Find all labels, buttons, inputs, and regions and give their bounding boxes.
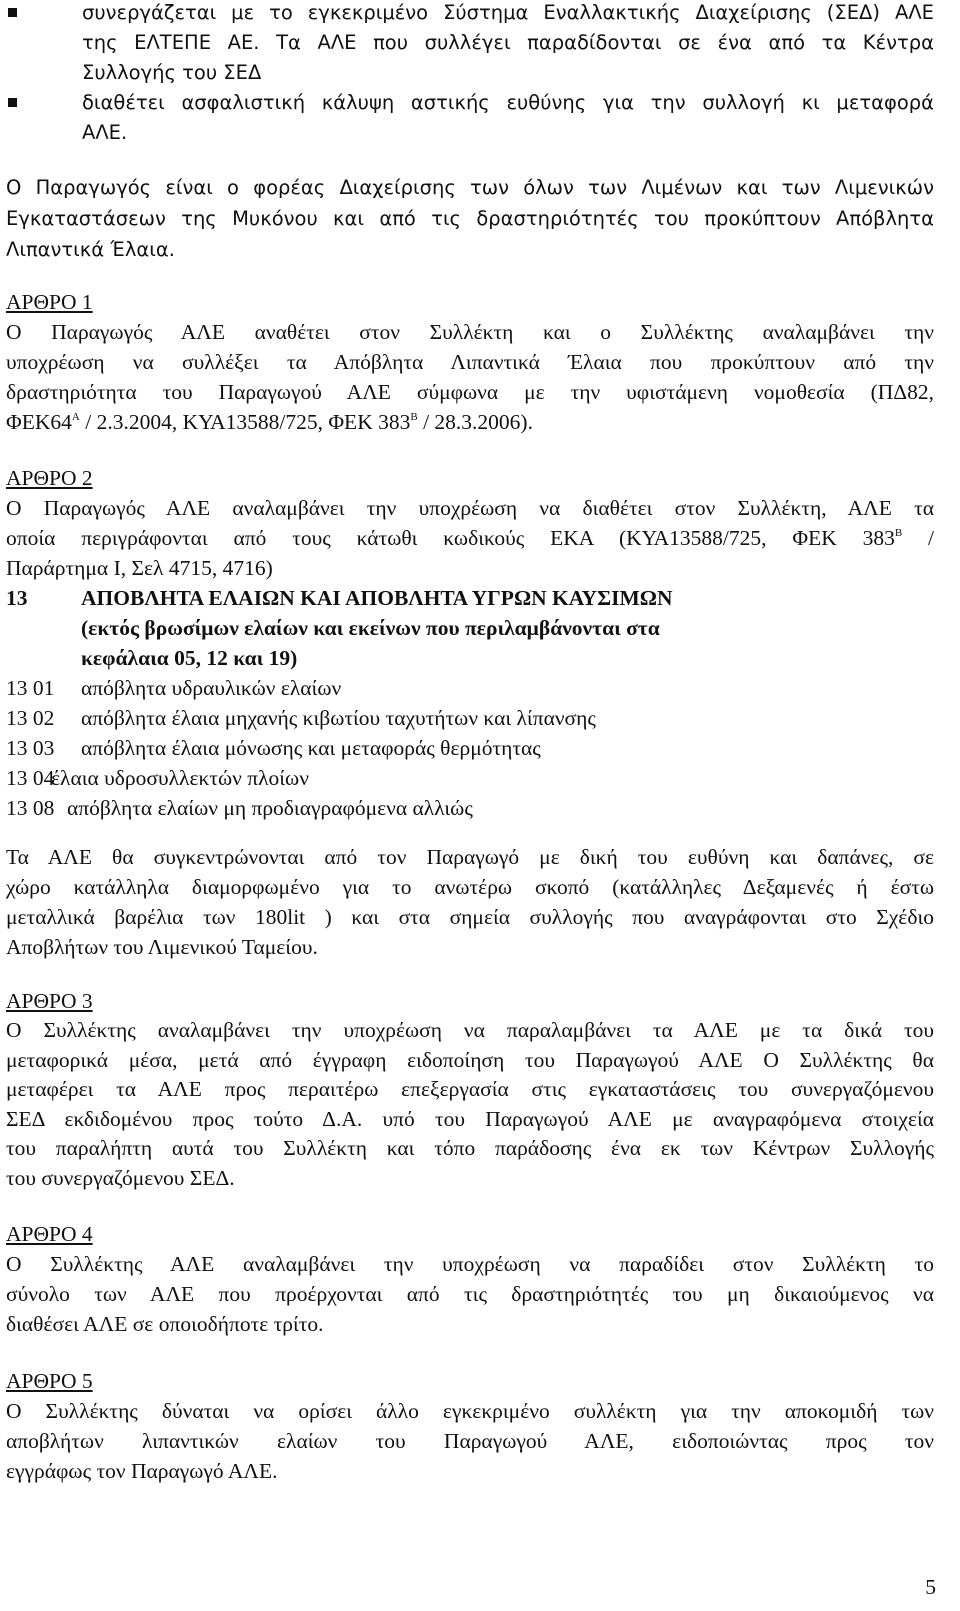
article-line: οποία περιγράφονται από τους κάτωθι κωδικούς ΕΚΑ (ΚΥΑ13588/725, ΦΕΚ $383^B$ /: [6, 526, 934, 550]
article-line: Ο Παραγωγός ΑΛΕ αναλαμβάνει την υποχρέωση να διαθέτει στον Συλλέκτη, ΑΛΕ τα: [6, 496, 934, 520]
table-row: [6, 733, 934, 763]
article-line: Ο Συλλέκτης ΑΛΕ αναλαμβάνει την υποχρέωση να παραδίδει στον Συλλέκτη το: [6, 1252, 934, 1276]
waste-code: 13 08: [6, 796, 55, 820]
article-line: εγγράφως τον Παραγωγό ΑΛΕ.: [6, 1459, 278, 1483]
waste-code: 13 02: [6, 706, 55, 730]
article-line: υποχρέωση να συλλέξει τα Απόβλητα Λιπαντικά Έλαια που προκύπτουν από την: [6, 350, 934, 374]
paragraph-line: Ο Παραγωγός είναι ο φορέας Διαχείρισης των όλων των Λιμένων και των Λιμενικών: [6, 176, 934, 199]
article-line: διαθέσει ΑΛΕ σε οποιοδήποτε τρίτο.: [6, 1312, 324, 1336]
waste-category-note: κεφάλαια 05, 12 και 19): [81, 646, 298, 670]
article-heading: ΑΡΘΡΟ 4: [6, 1222, 93, 1246]
article-heading: ΑΡΘΡΟ 1: [6, 290, 93, 314]
article-heading: ΑΡΘΡΟ 3: [6, 989, 93, 1013]
article-line: Ο Συλλέκτης αναλαμβάνει την υποχρέωση να παραλαμβάνει τα ΑΛΕ με τα δικά του: [6, 1018, 934, 1042]
table-row: [6, 793, 934, 823]
bullet-line: ΑΛΕ.: [82, 121, 128, 144]
waste-description: απόβλητα έλαια μόνωσης και μεταφοράς θερμότητας: [81, 736, 541, 760]
article-1: [6, 287, 934, 437]
article-line: Ο Παραγωγός ΑΛΕ αναθέτει στον Συλλέκτη και ο Συλλέκτης αναλαμβάνει την: [6, 320, 934, 344]
article-heading: ΑΡΘΡΟ 5: [6, 1369, 93, 1393]
waste-description: απόβλητα ελαίων μη προδιαγραφόμενα αλλιώς: [67, 796, 473, 820]
paragraph-line: Τα ΑΛΕ θα συγκεντρώνονται από τον Παραγωγό με δική του ευθύνη και δαπάνες, σε: [6, 845, 934, 869]
article-5: [6, 1366, 934, 1486]
bullet-line: της ΕΛΤΕΠΕ ΑΕ. Τα ΑΛΕ που συλλέγει παραδίδονται σε ένα από τα Κέντρα: [82, 31, 934, 54]
article-line: μεταφορικά μέσα, μετά από έγγραφη ειδοποίηση του Παραγωγού ΑΛΕ Ο Συλλέκτης θα: [6, 1047, 934, 1072]
waste-description: απόβλητα υδραυλικών ελαίων: [81, 676, 342, 700]
article-line: Ο Συλλέκτης δύναται να ορίσει άλλο εγκεκριμένο συλλέκτη για την αποκομιδή των: [6, 1399, 934, 1423]
article-line: $\Phi EK64^A / 2.3.2004$, ΚΥΑ13588/725, ΦΕΚ $383^B / 28.3.2006$).: [6, 410, 533, 434]
article-2: [6, 463, 934, 823]
waste-code: 13 04: [6, 766, 55, 790]
intro-bullet-list: [0, 0, 960, 148]
waste-description: απόβλητα έλαια μηχανής κιβωτίου ταχυτήτων και λίπανσης: [81, 706, 596, 730]
table-row: [6, 703, 934, 733]
bullet-line: διαθέτει ασφαλιστική κάλυψη αστικής ευθύνης για την συλλογή κι μεταφορά: [82, 91, 934, 114]
article-line: δραστηριότητα του Παραγωγού ΑΛΕ σύμφωνα με την υφιστάμενη νομοθεσία (ΠΔ82,: [6, 380, 934, 404]
waste-code: 13 01: [6, 676, 55, 700]
waste-category-code: 13: [6, 586, 28, 610]
page-number: 5: [925, 1575, 936, 1599]
bullet-line: Συλλογής του ΣΕΔ: [82, 61, 262, 84]
waste-category-note: (εκτός βρωσίμων ελαίων και εκείνων που περιλαμβάνονται στα: [81, 616, 660, 640]
paragraph-line: μεταλλικά βαρέλια των 180lit ) και στα σημεία συλλογής που αναγράφονται στο Σχέδιο: [6, 905, 934, 929]
list-item: [0, 88, 934, 148]
article-line: μεταφέρει τα ΑΛΕ προς περαιτέρω επεξεργασία στις εγκαταστάσεις του συνεργαζόμενου: [6, 1077, 934, 1101]
waste-code: 13 03: [6, 736, 55, 760]
article-heading: ΑΡΘΡΟ 2: [6, 466, 93, 490]
article-line: του συνεργαζόμενου ΣΕΔ.: [6, 1165, 235, 1190]
paragraph-line: Αποβλήτων του Λιμενικού Ταμείου.: [6, 935, 318, 959]
article-line: αποβλήτων λιπαντικών ελαίων του Παραγωγού ΑΛΕ, ειδοποιώντας προς τον: [6, 1429, 934, 1453]
producer-paragraph: [6, 172, 934, 265]
paragraph-line: χώρο κατάλληλα διαμορφωμένο για το ανωτέρω σκοπό (κατάλληλες Δεξαμενές ή έστω: [6, 875, 934, 899]
square-bullet-icon: [8, 98, 17, 107]
waste-category-row: [6, 583, 934, 613]
article-line: ΣΕΔ εκδιδομένου προς τούτο Δ.Α. υπό του Παραγωγού ΑΛΕ με αναγραφόμενα στοιχεία: [6, 1106, 934, 1131]
list-item: [0, 0, 934, 88]
article-4: [6, 1219, 934, 1339]
table-row: [6, 673, 934, 703]
paragraph-line: Λιπαντικά Έλαια.: [6, 238, 175, 261]
article-line: του παραλήπτη αυτά του Συλλέκτη και τόπο παράδοσης ένα εκ των Κέντρων Συλλογής: [6, 1136, 934, 1160]
storage-paragraph: [6, 842, 934, 962]
table-row: [6, 763, 934, 793]
bullet-line: συνεργάζεται με το εγκεκριμένο Σύστημα Εναλλακτικής Διαχείρισης (ΣΕΔ) ΑΛΕ: [82, 1, 934, 24]
waste-category-title: ΑΠΟΒΛΗΤΑ ΕΛΑΙΩΝ ΚΑΙ ΑΠΟΒΛΗΤΑ ΥΓΡΩΝ ΚΑΥΣΙΜΩΝ: [81, 586, 673, 610]
paragraph-line: Εγκαταστάσεων της Μυκόνου και από τις δραστηριότητές του προκύπτουν Απόβλητα: [6, 207, 934, 230]
square-bullet-icon: [8, 8, 17, 17]
article-line: Παράρτημα Ι, Σελ 4715, 4716): [6, 556, 273, 580]
article-line: σύνολο των ΑΛΕ που προέρχονται από τις δραστηριότητές του μη δικαιούμενος να: [6, 1282, 934, 1306]
article-3: [6, 986, 934, 1193]
waste-description: έλαια υδροσυλλεκτών πλοίων: [51, 766, 309, 790]
